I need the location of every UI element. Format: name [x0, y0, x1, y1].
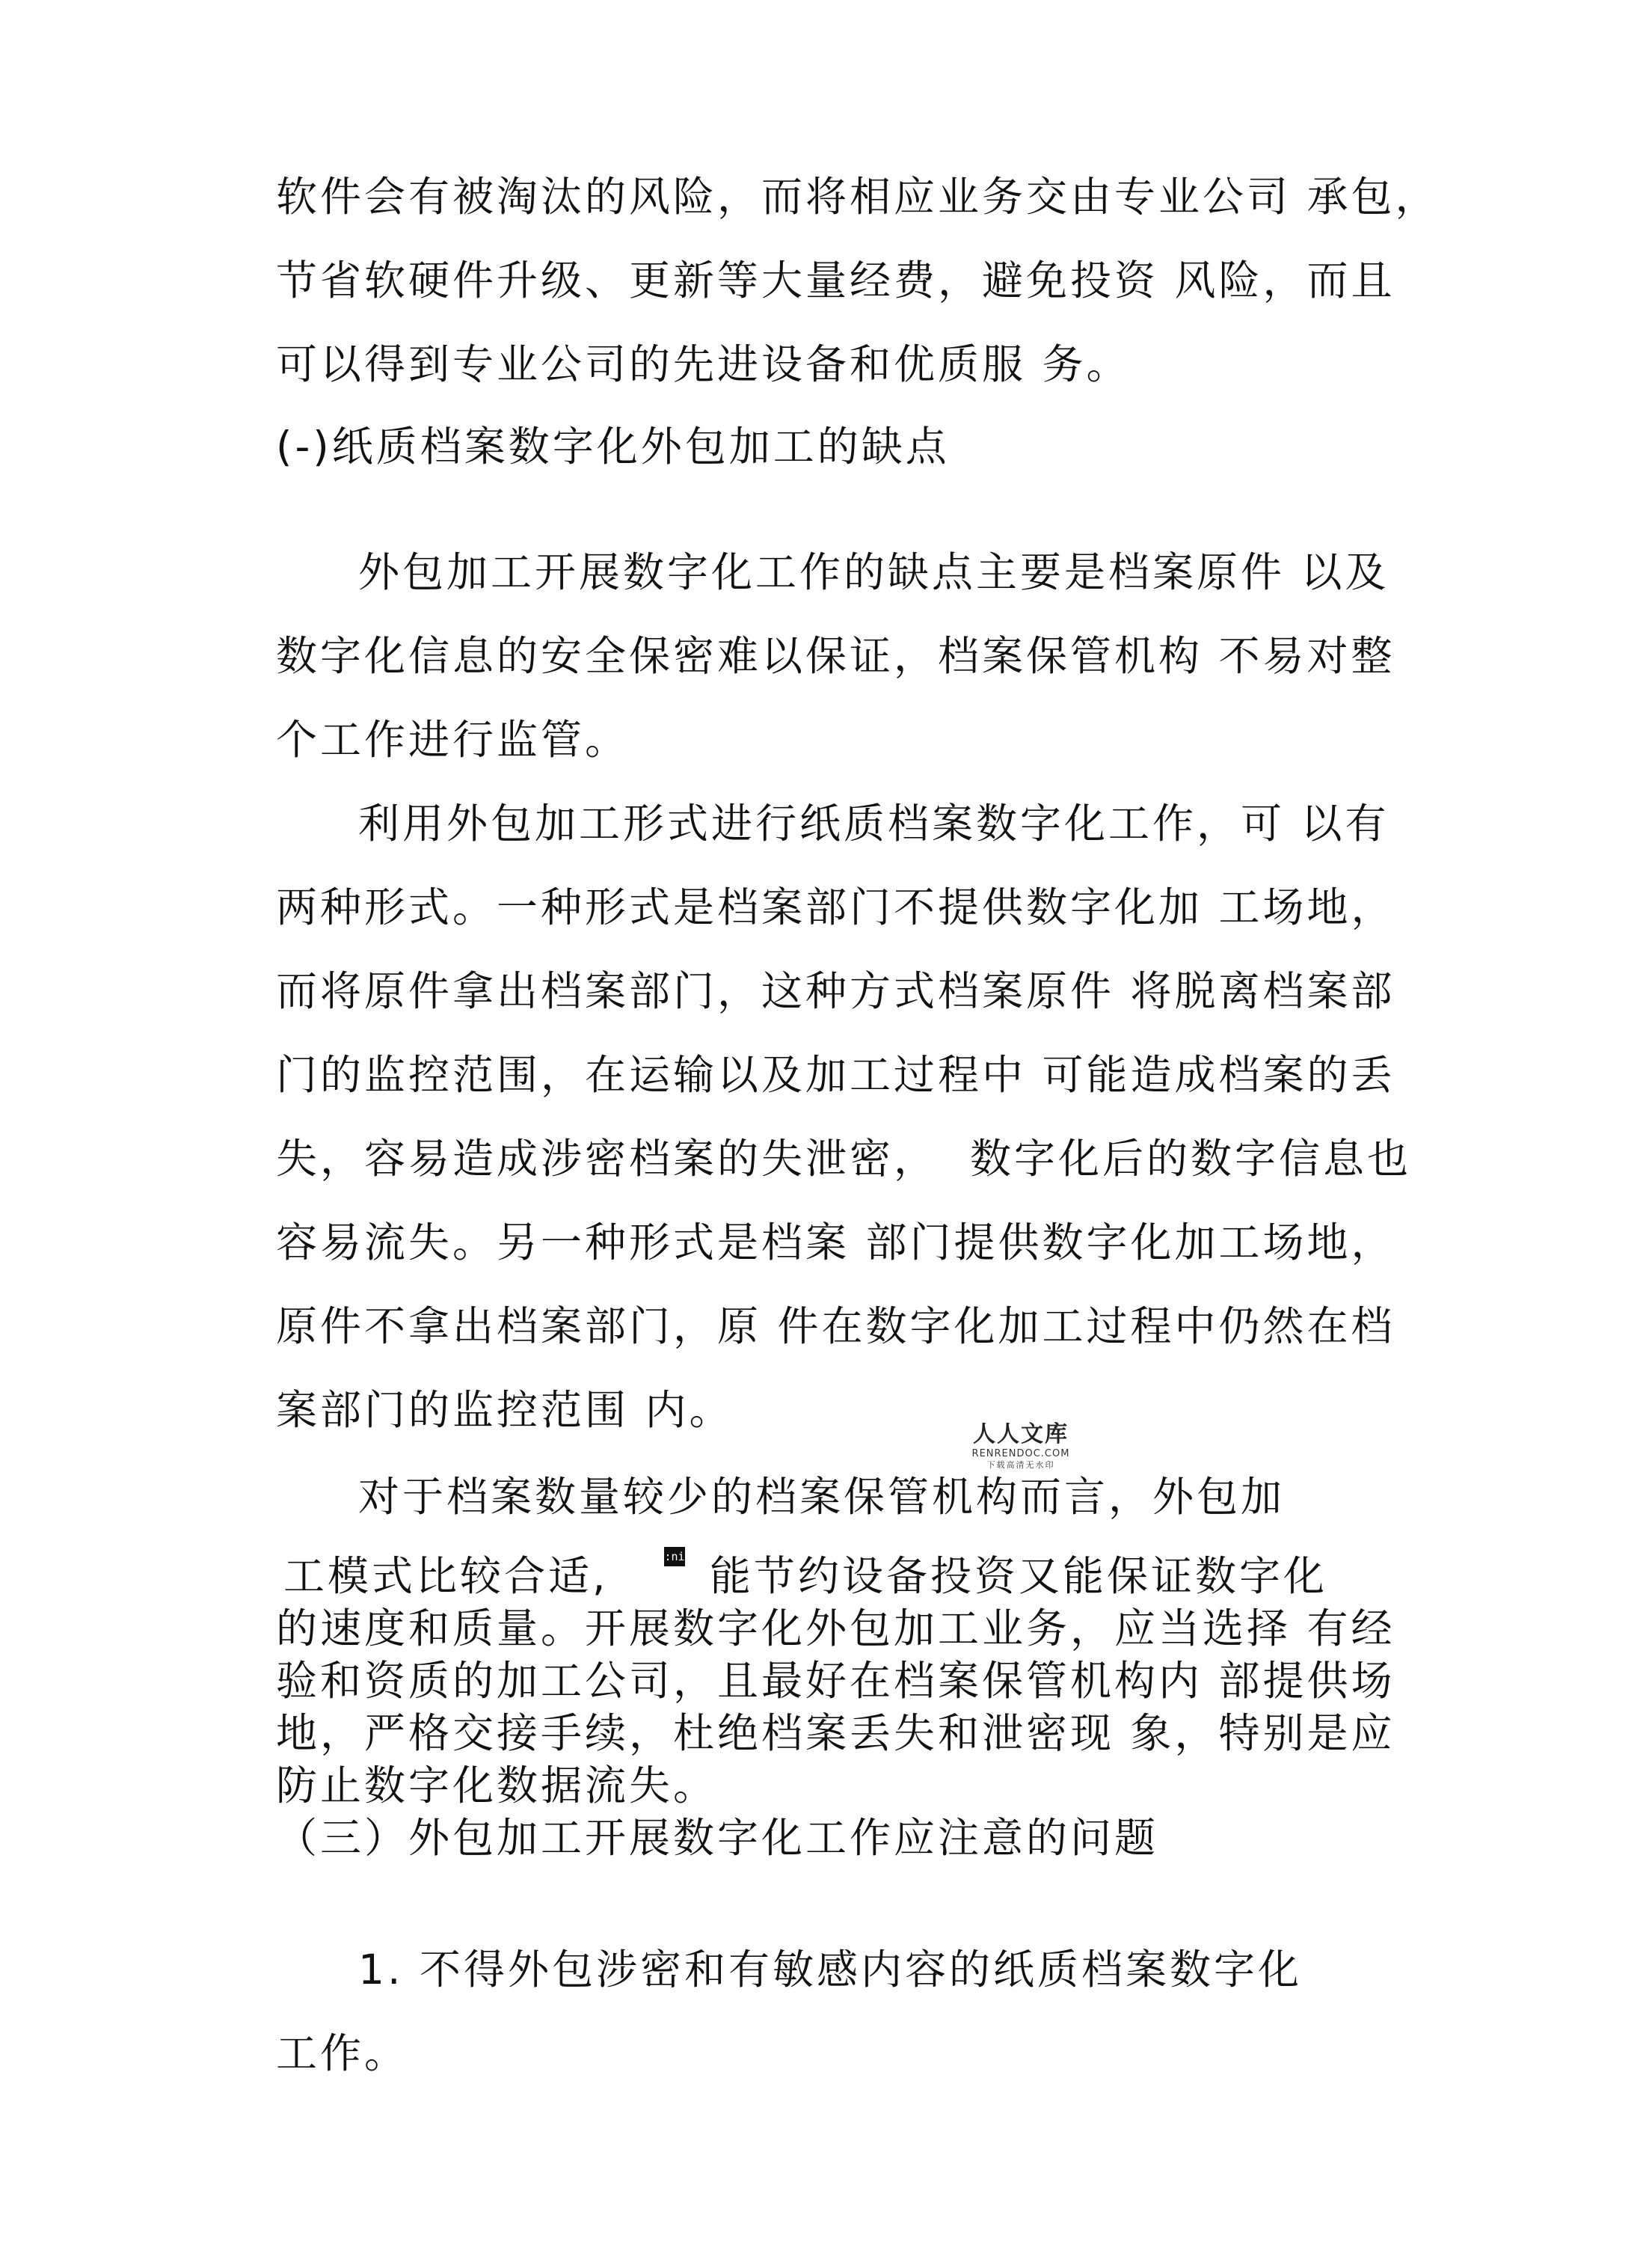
- watermark-logo: [965, 1421, 1077, 1471]
- paragraph-line: 外包加工开展数字化工作的缺点主要是档案原件 以及: [358, 548, 1390, 596]
- paragraph-line: 1. 不得外包涉密和有敏感内容的纸质档案数字化: [358, 1946, 1302, 1993]
- paragraph-line: 工模式比较合适,: [283, 1552, 609, 1600]
- paragraph-line: 案部门的监控范围 内。: [276, 1386, 734, 1434]
- paragraph-line: 原件不拿出档案部门，原 件在数字化加工过程中仍然在档: [276, 1302, 1395, 1350]
- paragraph-line: 利用外包加工形式进行纸质档案数字化工作，可 以有: [358, 800, 1390, 848]
- watermark-domain: RENRENDOC.COM: [971, 1448, 1070, 1459]
- paragraph-line: 失，容易造成涉密档案的失泄密， 数字化后的数字信息也: [276, 1135, 1411, 1183]
- paragraph-line: 地，严格交接手续，杜绝档案丢失和泄密现 象，特别是应: [276, 1709, 1395, 1757]
- section-heading: (-)纸质档案数字化外包加工的缺点: [276, 423, 950, 471]
- paragraph-line: 而将原件拿出档案部门，这种方式档案原件 将脱离档案部: [276, 967, 1395, 1015]
- watermark-tagline: 下载高清无水印: [986, 1460, 1055, 1470]
- paragraph-line: 的速度和质量。开展数字化外包加工业务，应当选择 有经: [276, 1605, 1395, 1652]
- paragraph-line: 可以得到专业公司的先进设备和优质服 务。: [276, 340, 1131, 388]
- paragraph-line: 验和资质的加工公司，且最好在档案保管机构内 部提供场: [276, 1657, 1395, 1705]
- section-heading: （三）外包加工开展数字化工作应注意的问题: [276, 1814, 1159, 1862]
- paragraph-line: 工作。: [276, 2029, 409, 2077]
- paragraph-line: 节省软硬件升级、更新等大量经费，避免投资 风险，而且: [276, 257, 1395, 304]
- paragraph-line: 门的监控范围，在运输以及加工过程中 可能造成档案的丢: [276, 1051, 1395, 1099]
- paragraph-line: 能节约设备投资又能保证数字化: [710, 1552, 1328, 1600]
- paragraph-line: 对于档案数量较少的档案保管机构而言，外包加: [358, 1473, 1286, 1521]
- inline-mark-icon: :ni: [664, 1547, 685, 1566]
- paragraph-line: 个工作进行监管。: [276, 716, 630, 764]
- paragraph-line: 数字化信息的安全保密难以保证，档案保管机构 不易对整: [276, 632, 1395, 680]
- paragraph-line: 软件会有被淘汰的风险，而将相应业务交由专业公司 承包，: [276, 173, 1440, 221]
- paragraph-line: 两种形式。一种形式是档案部门不提供数字化加 工场地，: [276, 883, 1395, 931]
- paragraph-line: 防止数字化数据流失。: [276, 1762, 718, 1809]
- watermark-title: 人人文库: [973, 1421, 1069, 1447]
- paragraph-line: 容易流失。另一种形式是档案 部门提供数字化加工场地，: [276, 1219, 1395, 1266]
